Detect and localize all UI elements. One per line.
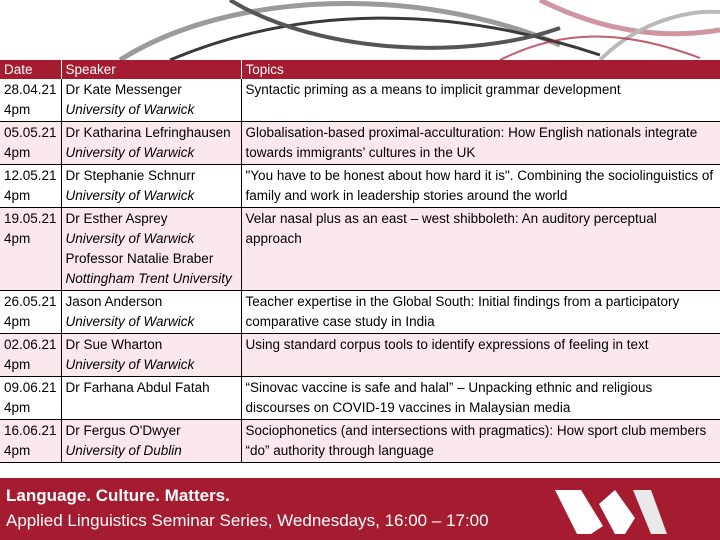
session-time: 4pm: [4, 400, 31, 415]
header-speaker: Speaker: [61, 60, 241, 79]
date-cell: [0, 165, 61, 208]
session-time: 4pm: [4, 357, 31, 372]
date-cell: [0, 208, 61, 291]
date-cell: [0, 291, 61, 334]
table-row: [0, 291, 720, 334]
speaker-name: Professor Natalie Braber: [65, 251, 214, 266]
speaker-cell: [61, 79, 241, 122]
topic-cell: Syntactic priming as a means to implicit grammar development: [241, 79, 720, 122]
date-cell: [0, 377, 61, 420]
session-time: 4pm: [4, 314, 31, 329]
speaker-name: Dr Kate Messenger: [65, 82, 182, 97]
table-row: [0, 208, 720, 291]
topic-cell: Sociophonetics (and intersections with pragmatics): How sport club members “do” authority through language: [241, 420, 720, 463]
speaker-cell: [61, 291, 241, 334]
w-logo-icon: [555, 488, 695, 536]
topic-cell: Using standard corpus tools to identify expressions of feeling in text: [241, 334, 720, 377]
speaker-cell: [61, 208, 241, 291]
session-time: 4pm: [4, 188, 31, 203]
session-date: 26.05.21: [4, 294, 57, 309]
session-date: 12.05.21: [4, 168, 57, 183]
date-cell: [0, 334, 61, 377]
speaker-affiliation: University of Warwick: [65, 357, 195, 372]
session-date: 28.04.21: [4, 82, 57, 97]
table-header-row: [0, 60, 720, 79]
table-row: [0, 334, 720, 377]
footer-series-title: Applied Linguistics Seminar Series, Wednesdays, 16:00 – 17:00: [6, 511, 489, 530]
speaker-cell: [61, 334, 241, 377]
topic-cell: “Sinovac vaccine is safe and halal” – Unpacking ethnic and religious discourses on COVID-19 vaccines in Malaysian media: [241, 377, 720, 420]
session-date: 02.06.21: [4, 337, 57, 352]
speaker-name: Dr Farhana Abdul Fatah: [65, 380, 210, 395]
swoosh-decoration-icon: [0, 0, 720, 60]
speaker-affiliation: University of Warwick: [65, 102, 195, 117]
speaker-affiliation: University of Warwick: [65, 145, 195, 160]
seminar-schedule-table: [0, 60, 720, 463]
topic-cell: "You have to be honest about how hard it is". Combining the sociolinguistics of family and work in leadership stories around the world: [241, 165, 720, 208]
speaker-cell: [61, 377, 241, 420]
footer-banner: [0, 478, 720, 540]
session-date: 16.06.21: [4, 423, 57, 438]
session-date: 19.05.21: [4, 211, 57, 226]
session-time: 4pm: [4, 231, 31, 246]
speaker-affiliation: University of Warwick: [65, 314, 195, 329]
session-time: 4pm: [4, 145, 31, 160]
topic-cell: Teacher expertise in the Global South: Initial findings from a participatory comparative case study in India: [241, 291, 720, 334]
speaker-name: Dr Esther Asprey: [65, 211, 168, 226]
date-cell: [0, 420, 61, 463]
speaker-name: Dr Fergus O'Dwyer: [65, 423, 181, 438]
date-cell: [0, 122, 61, 165]
table-row: [0, 79, 720, 122]
speaker-name: Dr Katharina Lefringhausen: [65, 125, 231, 140]
topic-cell: Globalisation-based proximal-acculturation: How English nationals integrate towards immigrants’ cultures in the UK: [241, 122, 720, 165]
header-date: Date: [0, 60, 61, 79]
speaker-name: Jason Anderson: [65, 294, 163, 309]
table-row: [0, 420, 720, 463]
speaker-affiliation: University of Warwick: [65, 188, 195, 203]
footer-slogan: Language. Culture. Matters.: [6, 486, 230, 505]
session-date: 05.05.21: [4, 125, 57, 140]
speaker-name: Dr Stephanie Schnurr: [65, 168, 196, 183]
topic-cell: Velar nasal plus as an east – west shibboleth: An auditory perceptual approach: [241, 208, 720, 291]
header-topics: Topics: [241, 60, 720, 79]
speaker-affiliation: University of Warwick: [65, 231, 195, 246]
speaker-affiliation: University of Dublin: [65, 443, 182, 458]
table-row: [0, 122, 720, 165]
speaker-cell: [61, 165, 241, 208]
speaker-cell: [61, 122, 241, 165]
speaker-name: Dr Sue Wharton: [65, 337, 163, 352]
speaker-affiliation: Nottingham Trent University: [65, 271, 232, 286]
date-cell: [0, 79, 61, 122]
table-row: [0, 377, 720, 420]
session-time: 4pm: [4, 102, 31, 117]
session-date: 09.06.21: [4, 380, 57, 395]
speaker-cell: [61, 420, 241, 463]
table-row: [0, 165, 720, 208]
session-time: 4pm: [4, 443, 31, 458]
